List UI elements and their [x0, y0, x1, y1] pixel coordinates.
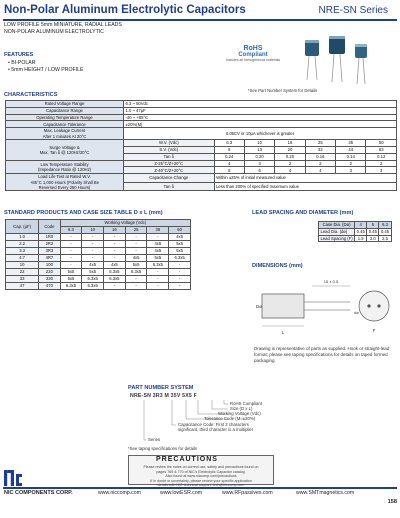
code-cell: 330 [39, 275, 60, 282]
code-cell: 4R7 [39, 254, 60, 261]
size-cell: - [104, 247, 126, 254]
dimension-drawing [252, 272, 396, 342]
load-tan-label: Tan δ [124, 182, 215, 191]
row-value: -40 ~ +85°C [124, 114, 397, 121]
cap-cell: 4.7 [6, 254, 39, 261]
size-cell: - [82, 240, 104, 247]
capacitors-product-image [295, 34, 387, 86]
row-label: Operating Temperature Range [6, 114, 124, 121]
characteristics-table [5, 100, 397, 191]
label-lead-length: 15 ± 0.5 [323, 279, 339, 284]
feature-item: • 5mm HEIGHT / LOW PROFILE [8, 67, 84, 73]
z25-cell: 2 [305, 160, 335, 167]
size-cell: - [60, 261, 82, 268]
dimensions-heading: DIMENSIONS (mm) [252, 263, 303, 269]
sv-cell: 13 [244, 146, 274, 153]
voltage-header: 35 [147, 226, 169, 233]
row-label [6, 160, 124, 174]
code-cell: 3R3 [39, 247, 60, 254]
pn-label-size: Size (D x L) [230, 406, 253, 411]
table-row [6, 275, 191, 282]
sv-cell: 44 [336, 146, 366, 153]
z25-cell: 4 [214, 160, 244, 167]
z40-cell: 8 [214, 167, 244, 174]
load-life-label-1: Load Life Test at Rated W.V. [38, 174, 91, 180]
table-row [6, 254, 191, 261]
z25-cell: 2 [275, 160, 305, 167]
table-row [6, 101, 397, 108]
label-f: F [372, 328, 376, 333]
wv-cell: 6.3 [214, 140, 244, 147]
load-life-label-3: Reversed Every 250 Hours) [38, 184, 91, 190]
size-cell: - [82, 247, 104, 254]
table-header-row [319, 222, 392, 229]
rohs-badge [215, 45, 291, 62]
table-row [6, 282, 191, 289]
z25-cell: 3 [244, 160, 274, 167]
col-cap-header: Cap. (μF) [6, 220, 39, 234]
wv-cell: 50 [366, 140, 397, 147]
size-cell: 5x5 [169, 247, 191, 254]
cap-cell: 2.2 [6, 240, 39, 247]
z25-label: Z-25°C/Z+20°C [124, 160, 215, 167]
sv-cell: 20 [275, 146, 305, 153]
lead-heading: LEAD SPACING AND DIAMETER (mm) [252, 210, 354, 216]
tan-label: Tan δ [124, 153, 215, 160]
size-cell: 6.3x5 [82, 275, 104, 282]
z40-cell: 4 [275, 167, 305, 174]
lead-spacing-cell: 2.5 [379, 235, 391, 242]
size-cell: 5x5 [169, 240, 191, 247]
sv-cell: 63 [366, 146, 397, 153]
dimensions-note: Drawing is representative of parts as supplied. Hook or straight-lead format; please see taping specifications for details on taped formed packaging. [254, 346, 390, 363]
voltage-header: 16 [104, 226, 126, 233]
link-rfpassives[interactable]: www.RFpassives.com [222, 490, 273, 496]
precautions-line: Please review the notes on correct use, safety and precautions found on [143, 465, 259, 469]
size-cell: 4x5 [125, 254, 147, 261]
case-dia-header: 5 [367, 222, 379, 229]
size-cell: - [125, 247, 147, 254]
header-rule [3, 19, 397, 21]
link-lowesr[interactable]: www.lowESR.com [160, 490, 203, 496]
code-cell: 100 [39, 261, 60, 268]
company-name: NIC COMPONENTS CORP. [4, 490, 73, 496]
size-cell: - [104, 254, 126, 261]
table-row [6, 240, 191, 247]
capacitor-image-1 [305, 40, 319, 80]
size-cell: 6.3x5 [169, 254, 191, 261]
voltage-header: 10 [82, 226, 104, 233]
table-row [6, 247, 191, 254]
surge-label-1: Surge Voltage & [49, 144, 80, 150]
row-value: 6.3 ~ 50Vdc [124, 101, 397, 108]
size-cell: - [125, 282, 147, 289]
size-cell: 5x5 [125, 261, 147, 268]
size-cell: 4x5 [104, 261, 126, 268]
cap-cell: 22 [6, 268, 39, 275]
table-row [6, 114, 397, 121]
sv-cell: 8 [214, 146, 244, 153]
size-cell: - [104, 240, 126, 247]
row-label: Capacitance Range [6, 107, 124, 114]
size-cell: 5x5 [60, 268, 82, 275]
precautions-line: If in doubt or uncertainty, please review your specific application [150, 478, 252, 483]
row-label [6, 140, 124, 160]
cap-cell: 3.3 [6, 247, 39, 254]
table-row [6, 128, 397, 140]
subtitle-line-1: LOW PROFILE 5mm MINIATURE, RADIAL LEADS [4, 22, 122, 28]
size-cell: 4x5 [82, 261, 104, 268]
row-label: Rated Voltage Range [6, 101, 124, 108]
capacitor-end-view [359, 291, 389, 321]
load-tan-value: Less than 200% of specified maximum value [214, 182, 396, 191]
cap-cell: 1.0 [6, 233, 39, 240]
cap-cell: 47 [6, 282, 39, 289]
leader-line [144, 400, 146, 440]
size-cell: - [169, 282, 191, 289]
precautions-heading: PRECAUTIONS [156, 456, 218, 463]
load-life-label-2: +85°C 1,000 Hours (Polarity Shall Be [29, 179, 100, 185]
page-title: Non-Polar Aluminum Electrolytic Capacitors [4, 4, 246, 16]
tan-cell: 0.20 [275, 153, 305, 160]
table-row [6, 107, 397, 114]
voltage-header: 6.3 [60, 226, 82, 233]
pn-label-tolerance: Tolerance Code (M=±20%) [204, 416, 256, 421]
leakage-label-2: After 1 minutes At 20°C [42, 133, 87, 139]
size-cell: - [147, 268, 169, 275]
z40-cell: 4 [305, 167, 335, 174]
z40-cell: 6 [244, 167, 274, 174]
code-cell: 470 [39, 282, 60, 289]
lead-end [377, 304, 380, 307]
size-cell: - [104, 233, 126, 240]
cap-change-label: Capacitance Change [124, 174, 215, 183]
precautions-line: Also found at www.niccomp.com/precautions [165, 474, 237, 478]
characteristics-heading: CHARACTERISTICS [4, 92, 58, 98]
lead-dia-cell: 0.45 [368, 229, 377, 235]
row-label [6, 128, 124, 140]
row-label [6, 174, 124, 191]
table-row [6, 268, 191, 275]
label-dd: dø [354, 310, 359, 315]
rohs-subtext: Includes all homogeneous materials [225, 58, 281, 62]
table-row [6, 121, 397, 128]
case-dia-header: 4 [355, 222, 367, 229]
size-cell: - [60, 247, 82, 254]
lead-spacing-cell: 2.0 [367, 235, 379, 242]
tan-cell: 0.12 [366, 153, 397, 160]
z40-cell: 3 [366, 167, 397, 174]
low-temp-label-2: (Impedance Ratio @ 120Hz) [37, 166, 92, 172]
lead-table [318, 221, 392, 242]
table-row [6, 140, 397, 147]
cap-cell: 33 [6, 275, 39, 282]
row-value: 0.05CV or 10μA whichever is greater [124, 128, 397, 140]
cap-change-value: Within ±25% of initial measured value [214, 174, 396, 183]
size-cell: - [125, 233, 147, 240]
table-row [6, 261, 191, 268]
table-row [6, 160, 397, 167]
size-cell: - [147, 233, 169, 240]
size-cell: - [60, 233, 82, 240]
cap-cell: 10 [6, 261, 39, 268]
size-cell: 6.3x5 [147, 261, 169, 268]
precautions-line: pages 769 & 770 of NIC's Electrolytic Capacitor catalog. [156, 469, 246, 474]
size-cell: - [82, 254, 104, 261]
size-cell: 6.3x5 [104, 268, 126, 275]
size-cell: 4x5 [169, 233, 191, 240]
leader-line [224, 400, 228, 404]
col-code-header: Code [39, 220, 60, 234]
row-label: Capacitance Tolerance [6, 121, 124, 128]
size-cell: 5x5 [82, 268, 104, 275]
nic-logo-icon [4, 468, 22, 488]
tan-cell: 0.24 [214, 153, 244, 160]
lead-dia-cell: 0.45 [356, 229, 365, 235]
wv-cell: 35 [336, 140, 366, 147]
z40-label: Z-40°C/Z+20°C [124, 167, 215, 174]
size-cell: 6.3x5 [104, 275, 126, 282]
wv-cell: 16 [275, 140, 305, 147]
size-cell: 6.3x5 [82, 282, 104, 289]
table-row [6, 174, 397, 183]
link-niccomp[interactable]: www.niccomp.com [98, 490, 141, 496]
lead-spacing-label: Lead Spacing (F) [320, 235, 353, 241]
pn-label-series: Series [148, 437, 161, 442]
rohs-title: RoHS [243, 45, 263, 52]
table-row [319, 235, 392, 242]
footer-rule [3, 487, 397, 489]
feature-item: • BI-POLAR [8, 60, 36, 66]
lead-end [367, 304, 370, 307]
voltage-header: 25 [125, 226, 147, 233]
part-number-example: NRE-SN 3R3 M 35V 5X5 F [130, 393, 197, 399]
tan-cell: 0.14 [336, 153, 366, 160]
capacitor-image-2 [329, 36, 345, 82]
tan-cell: 0.16 [305, 153, 335, 160]
size-cell: 4x5 [147, 247, 169, 254]
leakage-label-1: Max. Leakage Current [43, 128, 86, 134]
size-cell: 4x5 [147, 240, 169, 247]
z25-cell: 2 [366, 160, 397, 167]
row-value: ±20%(M) [124, 121, 397, 128]
pn-label-voltage: Working Voltage (Vdc) [218, 411, 261, 416]
wv-cell: 10 [244, 140, 274, 147]
precautions-line: details with NIC technical support: tech@niccomp.com [157, 482, 245, 487]
products-heading: STANDARD PRODUCTS AND CASE SIZE TABLE D x L (mm) [4, 210, 163, 216]
pn-label-capacitance: Capacitance Code: First 2 characters [178, 422, 249, 427]
sv-cell: 32 [305, 146, 335, 153]
size-cell: 6.3x5 [60, 282, 82, 289]
table-row [319, 228, 392, 235]
capacitor-image-3 [355, 44, 367, 84]
wv-cell: 25 [305, 140, 335, 147]
lead-spacing-cell: 1.5 [355, 235, 367, 242]
capacitor-body-outline [262, 294, 304, 318]
table-header-row [6, 220, 191, 227]
link-smtmagnetics[interactable]: www.SMTmagnetics.com [296, 490, 355, 496]
pn-label-taping: *See taping specifications for details [128, 446, 198, 451]
low-temp-label-1: Low Temperature Stability [40, 161, 89, 167]
pn-label-rohs: RoHS Compliant [230, 401, 263, 406]
size-cell: 6.3x5 [125, 268, 147, 275]
tan-cell: 0.20 [244, 153, 274, 160]
size-cell: - [60, 254, 82, 261]
series-name: NRE-SN Series [318, 5, 388, 16]
size-cell: - [147, 282, 169, 289]
code-cell: 1R0 [39, 233, 60, 240]
leader-line [212, 400, 228, 409]
size-cell: - [125, 275, 147, 282]
size-cell: 5x5 [147, 254, 169, 261]
col-case-header: Case Dia. (Dø) [319, 222, 355, 229]
page-number: 158 [387, 499, 397, 505]
table-row [6, 233, 191, 240]
wv-label: W.V. (Vdc) [124, 140, 215, 147]
size-cell: - [82, 233, 104, 240]
z40-cell: 3 [336, 167, 366, 174]
lead-dia-label: Lead Dia. (dø) [319, 228, 355, 235]
row-value: 1.0 ~ 47μF [124, 107, 397, 114]
code-cell: 220 [39, 268, 60, 275]
size-cell: - [60, 240, 82, 247]
label-l: L [281, 330, 285, 335]
size-cell: 5x5 [60, 275, 82, 282]
code-cell: 2R2 [39, 240, 60, 247]
features-heading: FEATURES [4, 52, 34, 58]
leader-line [172, 400, 176, 425]
rohs-compliant: Compliant [238, 52, 268, 58]
part-number-heading: PART NUMBER SYSTEM [128, 385, 194, 391]
pn-label-capacitance-2: significant, third character is a multiplier [178, 427, 254, 432]
case-dia-header: 6.3 [379, 222, 391, 229]
size-cell: - [169, 275, 191, 282]
sv-label: S.V. (Vdc) [124, 146, 215, 153]
products-table [5, 219, 191, 290]
size-cell: - [169, 261, 191, 268]
z25-cell: 2 [336, 160, 366, 167]
label-d: Dø [256, 304, 262, 309]
subtitle-line-2: NON-POLAR ALUMINUM ELECTROLYTIC [4, 29, 104, 35]
wv-header: Working Voltage (Vdc) [60, 220, 190, 227]
size-cell: - [169, 268, 191, 275]
lead-dia-cell: 0.45 [380, 229, 390, 235]
size-cell: - [104, 282, 126, 289]
surge-label-2: Max. Tan δ @ 120Hz/20°C [39, 149, 90, 155]
size-cell: - [125, 240, 147, 247]
part-number-note: *See Part Number System for Details [248, 88, 318, 93]
voltage-header: 50 [169, 226, 191, 233]
size-cell: - [147, 275, 169, 282]
